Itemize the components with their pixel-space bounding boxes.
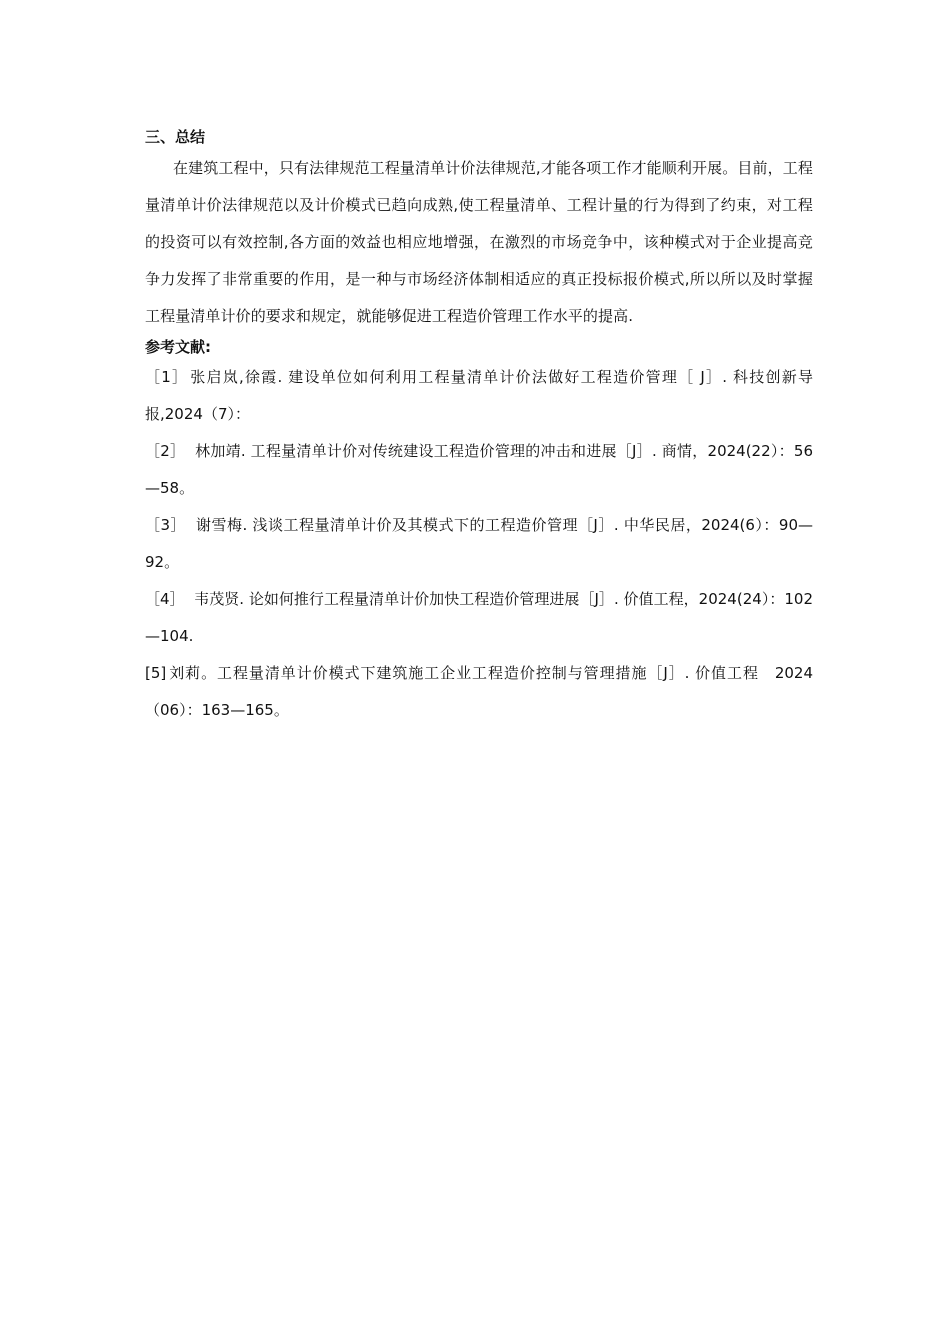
reference-label: ［3］ — [145, 516, 179, 534]
reference-item-3 — [145, 507, 813, 581]
section-heading: 三、总结 — [145, 128, 206, 146]
reference-label: [5] — [145, 664, 167, 682]
reference-label: ［4］ — [145, 590, 178, 608]
reference-item-1 — [145, 359, 813, 433]
reference-item-4 — [145, 581, 813, 655]
references-title: 参考文献: — [145, 338, 211, 356]
document-content — [145, 124, 813, 729]
reference-label: ［1］ — [145, 368, 189, 386]
reference-item-2 — [145, 433, 813, 507]
reference-label: ［2］ — [145, 442, 178, 460]
reference-text: 林加靖. 工程量清单计价对传统建设工程造价管理的冲击和进展［J］. 商情，2024(22）：56—58。 — [145, 442, 813, 497]
reference-item-5 — [145, 655, 813, 729]
reference-text: 谢雪梅. 浅谈工程量清单计价及其模式下的工程造价管理［J］. 中华民居，2024(6）：90—92。 — [145, 516, 813, 571]
reference-text: 韦茂贤. 论如何推行工程量清单计价加快工程造价管理进展［J］. 价值工程，2024(24）：102—104. — [145, 590, 814, 645]
reference-text: 张启岚,徐霞. 建设单位如何利用工程量清单计价法做好工程造价管理［ J］. 科技创新导报,2024（7）： — [145, 368, 813, 423]
reference-text: 刘莉。工程量清单计价模式下建筑施工企业工程造价控制与管理措施［J］. 价值工程 2024（06）：163—165。 — [145, 664, 813, 719]
summary-paragraph: 在建筑工程中，只有法律规范工程量清单计价法律规范,才能各项工作才能顺利开展。目前，工程量清单计价法律规范以及计价模式已趋向成熟,使工程量清单、工程计量的行为得到了约束，对工程的投资可以有效控制,各方面的效益也相应地增强，在激烈的市场竞争中，该种模式对于企业提高竞争力发挥了非常重要的作用，是一种与市场经济体制相适应的真正投标报价模式,所以所以及时掌握工程量清单计价的要求和规定，就能够促进工程造价管理工作水平的提高. — [145, 159, 813, 325]
